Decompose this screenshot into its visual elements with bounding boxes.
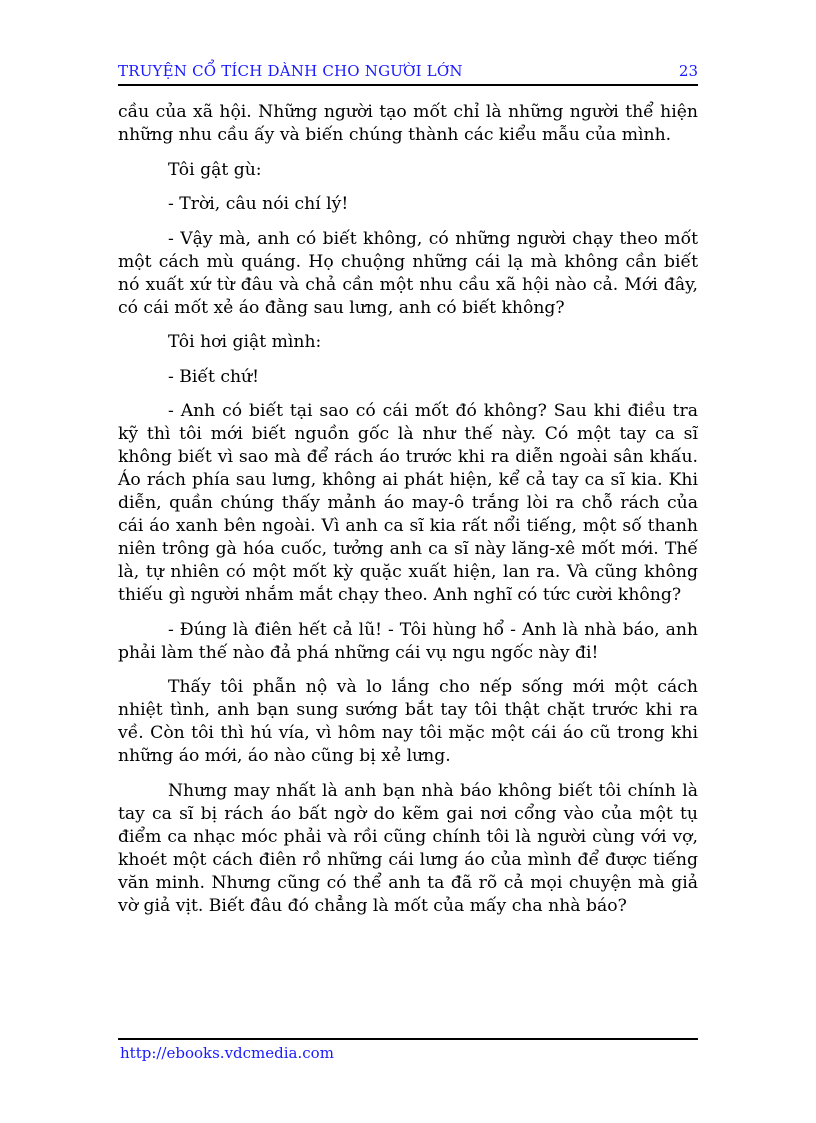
paragraph: - Trời, câu nói chí lý! [168,194,349,214]
paragraph: - Anh có biết tại sao có cái mốt đó không? Sau khi điều tra kỹ thì tôi mới biết nguồn gốc là như thế này. Có một tay ca sĩ không biết vì sao mà để rách áo trước khi ra diễn ngoài sân khấu. Áo rách phía sau lưng, không ai phát hiện, kể cả tay ca sĩ kia. Khi diễn, quần chúng thấy mảnh áo may-ô trắng lòi ra chỗ rách của cái áo xanh bên ngoài. Vì anh ca sĩ kia rất nổi tiếng, một số thanh niên trông gà hóa cuốc, tưởng anh ca sĩ này lăng-xê mốt mới. Thế là, tự nhiên có một mốt kỳ quặc xuất hiện, lan ra. Và cũng không thiếu gì người nhắm mắt chạy theo. Anh nghĩ có tức cười không? [118,401,698,605]
paragraph: - Đúng là điên hết cả lũ! - Tôi hùng hổ - Anh là nhà báo, anh phải làm thế nào đả phá những cái vụ ngu ngốc này đi! [118,619,698,663]
footer-link[interactable]: http://ebooks.vdcmedia.com [120,1044,334,1062]
paragraph: Thấy tôi phẫn nộ và lo lắng cho nếp sống mới một cách nhiệt tình, anh bạn sung sướng bắt tay tôi thật chặt trước khi ra về. Còn tôi thì hú vía, vì hôm nay tôi mặc một cái áo cũ trong khi những áo mới, áo nào cũng bị xẻ lưng. [118,677,698,766]
page-number: 23 [678,62,698,80]
paragraph: Tôi hơi giật mình: [168,332,322,352]
book-title: TRUYỆN CỔ TÍCH DÀNH CHO NGƯỜI LỚN [118,62,463,80]
footer-divider [118,1038,698,1040]
paragraph: - Biết chứ! [168,366,260,387]
paragraph: Nhưng may nhất là anh bạn nhà báo không biết tôi chính là tay ca sĩ bị rách áo bất ngờ do kẽm gai nơi cổng vào của một tụ điểm ca nhạc móc phải và rồi cũng chính tôi là người cùng với vợ, khoét một cách điên rồ những cái lưng áo của mình để được tiếng văn minh. Nhưng cũng có thể anh ta đã rõ cả mọi chuyện mà giả vờ giả vịt. Biết đâu đó chẳng là mốt của mấy cha nhà báo? [118,780,698,916]
paragraph: Tôi gật gù: [168,159,262,180]
running-header [118,60,698,86]
body-text [118,101,698,929]
paragraph: cầu của xã hội. Những người tạo mốt chỉ là những người thể hiện những nhu cầu ấy và biến chúng thành các kiểu mẫu của mình. [118,102,698,145]
paragraph: - Vậy mà, anh có biết không, có những người chạy theo mốt một cách mù quáng. Họ chuộng những cái lạ mà không cần biết nó xuất xứ từ đâu và chả cần một nhu cầu xã hội nào cả. Mới đây, có cái mốt xẻ áo đằng sau lưng, anh có biết không? [118,228,698,318]
